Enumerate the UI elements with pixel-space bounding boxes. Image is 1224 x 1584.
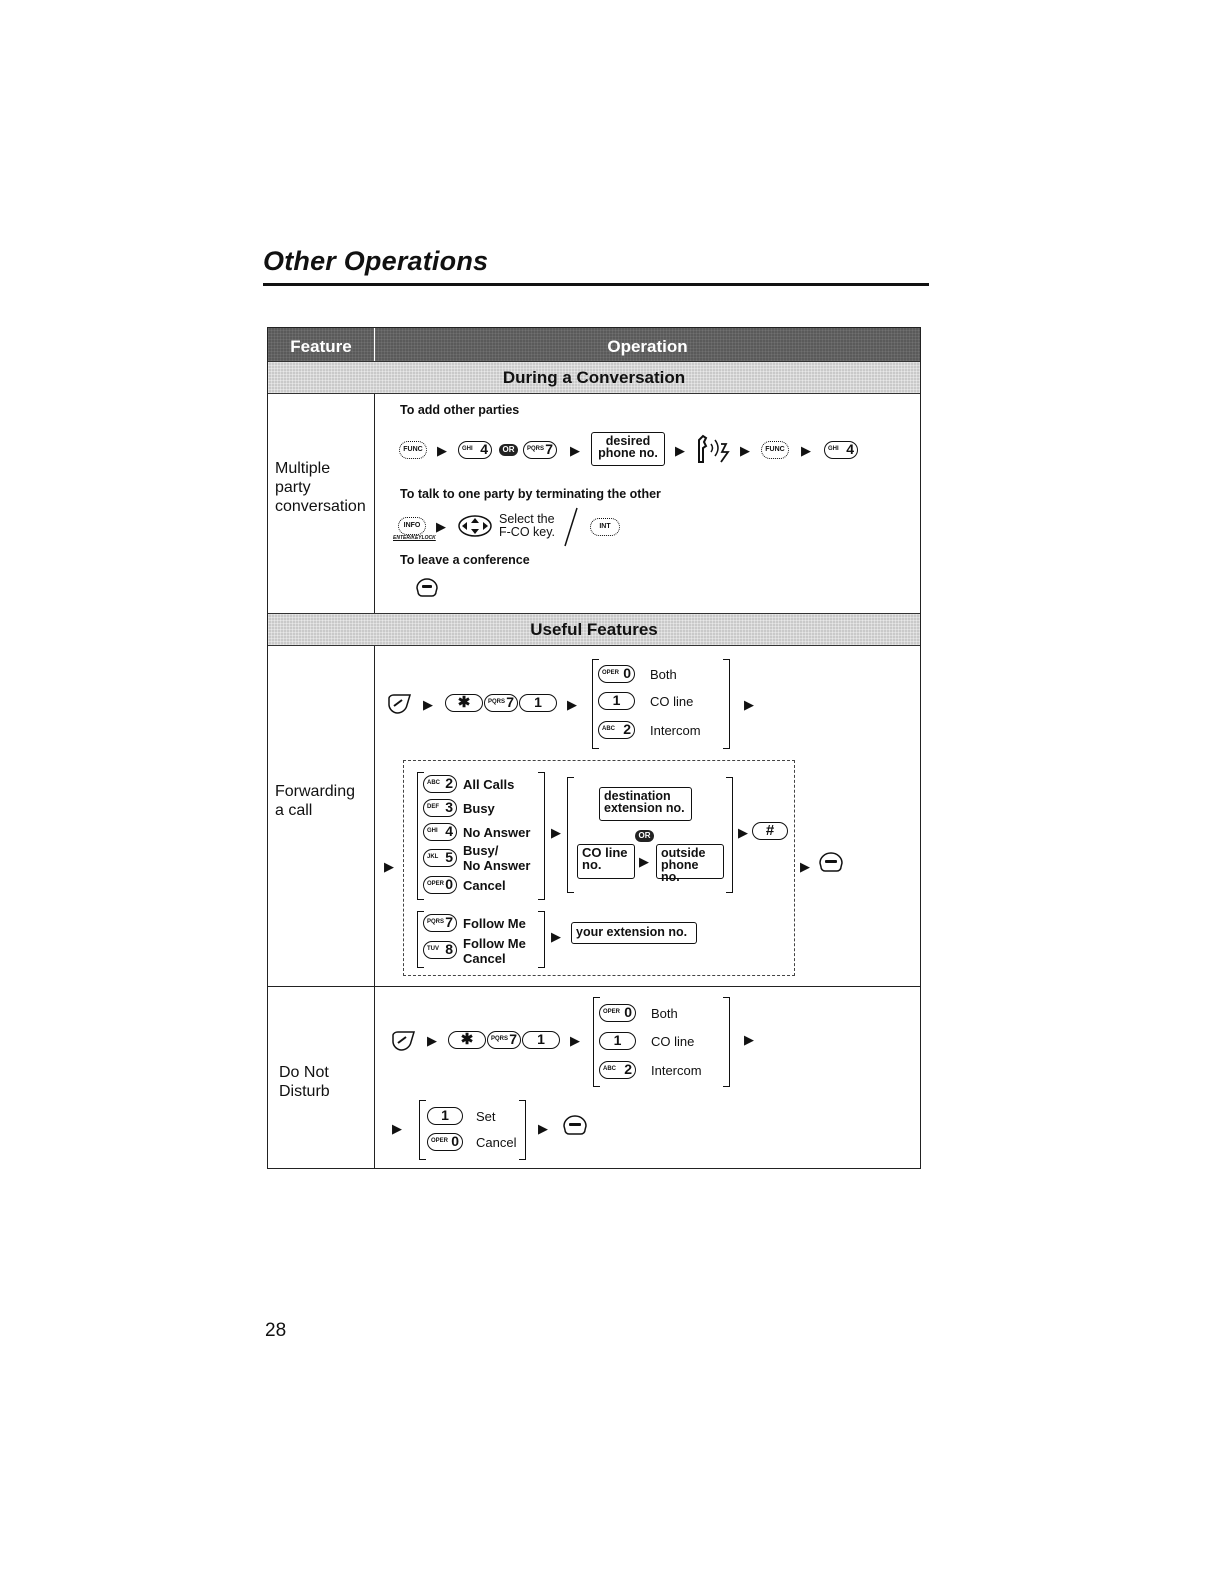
arrow-icon: ▶ — [570, 1033, 580, 1048]
arrow-icon: ▶ — [744, 1032, 754, 1047]
arrow-icon: ▶ — [570, 443, 580, 458]
select-fco-text: Select the F-CO key. — [499, 512, 556, 539]
key-1-icon: 1 — [427, 1107, 463, 1125]
outside-phone-box: outside phone no. — [656, 844, 724, 879]
func-key-icon: FUNC — [399, 441, 427, 459]
hangup-key-icon — [561, 1115, 589, 1141]
operations-table — [267, 327, 921, 1169]
key-5-icon: JKL 5 — [423, 849, 457, 867]
key-1-icon: 1 — [598, 692, 635, 710]
follow-me: Follow Me — [463, 916, 526, 931]
key-0-icon: OPER 0 — [598, 665, 635, 683]
co-line-number-box: CO line no. — [577, 844, 635, 879]
follow-me-cancel: Follow Me Cancel — [463, 936, 526, 966]
bracket — [519, 1100, 526, 1160]
arrow-icon: ▶ — [800, 859, 810, 874]
option-cancel: Cancel — [476, 1135, 517, 1150]
option-both: Both — [651, 1006, 678, 1021]
header-operation: Operation — [375, 328, 920, 361]
feature-line: conversation — [275, 498, 366, 515]
star-key-icon: ✱ — [445, 694, 483, 712]
page-number: 28 — [265, 1320, 287, 1341]
type-busy-no-answer: Busy/ No Answer — [463, 843, 531, 873]
desired-phone-box: desired phone no. — [591, 432, 665, 466]
arrow-icon: ▶ — [551, 929, 561, 944]
key-3-icon: DEF 3 — [423, 799, 457, 817]
arrow-icon: ▶ — [551, 825, 561, 840]
option-co-line: CO line — [651, 1034, 695, 1049]
type-cancel: Cancel — [463, 878, 506, 893]
hangup-key-icon — [414, 578, 440, 602]
int-key-icon: INT — [590, 518, 620, 536]
key-1-icon: 1 — [519, 694, 557, 712]
arrow-icon: ▶ — [437, 443, 447, 458]
key-0-icon: OPER 0 — [427, 1133, 463, 1151]
bracket — [723, 997, 730, 1087]
key-4-icon: GHI 4 — [423, 823, 457, 841]
feature-line: Disturb — [279, 1083, 330, 1100]
star-key-icon: ✱ — [448, 1031, 486, 1049]
column-divider — [374, 394, 375, 613]
arrow-icon: ▶ — [744, 697, 754, 712]
navigator-key-icon — [457, 514, 493, 538]
option-intercom: Intercom — [651, 1063, 702, 1078]
arrow-icon: ▶ — [436, 519, 446, 534]
enter-keylock-label: ENTER/KEYLOCK — [393, 535, 436, 541]
feature-forwarding — [275, 782, 355, 820]
key-1-icon: 1 — [599, 1032, 636, 1050]
key-0-icon: OPER 0 — [599, 1004, 636, 1022]
feature-line: party — [275, 479, 311, 496]
arrow-icon: ▶ — [738, 825, 748, 840]
section-useful-features: Useful Features — [268, 613, 920, 646]
key-2-icon: ABC 2 — [598, 721, 635, 739]
key-7-icon: PQRS 7 — [484, 694, 518, 712]
arrow-icon: ▶ — [538, 1121, 548, 1136]
destination-extension-box: destination extension no. — [599, 787, 692, 821]
feature-line: Multiple — [275, 460, 331, 477]
hangup-key-icon — [817, 852, 845, 878]
caption-leave-conference: To leave a conference — [400, 553, 530, 567]
bracket — [419, 1100, 426, 1160]
offhook-key-icon — [385, 692, 413, 716]
key-2-icon: ABC 2 — [599, 1061, 636, 1079]
key-4-icon: GHI 4 — [458, 441, 492, 459]
or-icon: OR — [635, 830, 654, 842]
option-both: Both — [650, 667, 677, 682]
arrow-icon: ▶ — [567, 697, 577, 712]
arrow-icon: ▶ — [675, 443, 685, 458]
key-8-icon: TUV 8 — [423, 941, 457, 959]
arrow-icon: ▶ — [427, 1033, 437, 1048]
key-7-icon: PQRS 7 — [487, 1031, 521, 1049]
bracket — [723, 659, 730, 749]
bracket — [567, 777, 574, 893]
bracket — [726, 777, 733, 893]
type-no-answer: No Answer — [463, 825, 531, 840]
or-icon: OR — [499, 444, 518, 456]
func-key-icon: FUNC — [761, 441, 789, 459]
hash-key-icon: # — [752, 822, 788, 840]
arrow-icon: ▶ — [392, 1121, 402, 1136]
key-0-icon: OPER 0 — [423, 876, 457, 894]
arrow-icon: ▶ — [384, 859, 394, 874]
row-divider — [268, 986, 920, 987]
header-feature: Feature — [268, 328, 374, 361]
page-title: Other Operations — [263, 246, 489, 276]
bracket — [538, 772, 545, 900]
key-1-icon: 1 — [522, 1031, 560, 1049]
option-set: Set — [476, 1109, 496, 1124]
offhook-key-icon — [389, 1029, 417, 1053]
column-divider — [374, 646, 375, 1169]
arrow-icon: ▶ — [423, 697, 433, 712]
option-co-line: CO line — [650, 694, 694, 709]
key-7-icon: PQRS 7 — [523, 441, 557, 459]
key-7-icon: PQRS 7 — [423, 914, 457, 932]
feature-line: a call — [275, 802, 313, 819]
feature-line: Forwarding — [275, 783, 356, 800]
slash-divider — [563, 507, 579, 547]
section-during-conversation: During a Conversation — [268, 361, 920, 394]
arrow-icon: ▶ — [740, 443, 750, 458]
arrow-icon: ▶ — [801, 443, 811, 458]
arrow-icon: ▶ — [639, 854, 649, 869]
feature-do-not-disturb — [279, 1063, 330, 1101]
title-rule — [263, 283, 929, 286]
option-intercom: Intercom — [650, 723, 701, 738]
talk-icon — [693, 432, 733, 468]
caption-talk-one-party: To talk to one party by terminating the other — [400, 487, 661, 501]
key-2-icon: ABC 2 — [423, 775, 457, 793]
bracket — [538, 911, 545, 968]
type-busy: Busy — [463, 801, 495, 816]
your-extension-box: your extension no. — [571, 922, 697, 944]
info-key-icon: INFO — [398, 517, 426, 535]
feature-multiparty — [275, 459, 366, 516]
feature-line: Do Not — [279, 1064, 329, 1081]
caption-add-parties: To add other parties — [400, 403, 520, 417]
key-4-icon: GHI 4 — [824, 441, 858, 459]
type-all-calls: All Calls — [463, 777, 515, 792]
